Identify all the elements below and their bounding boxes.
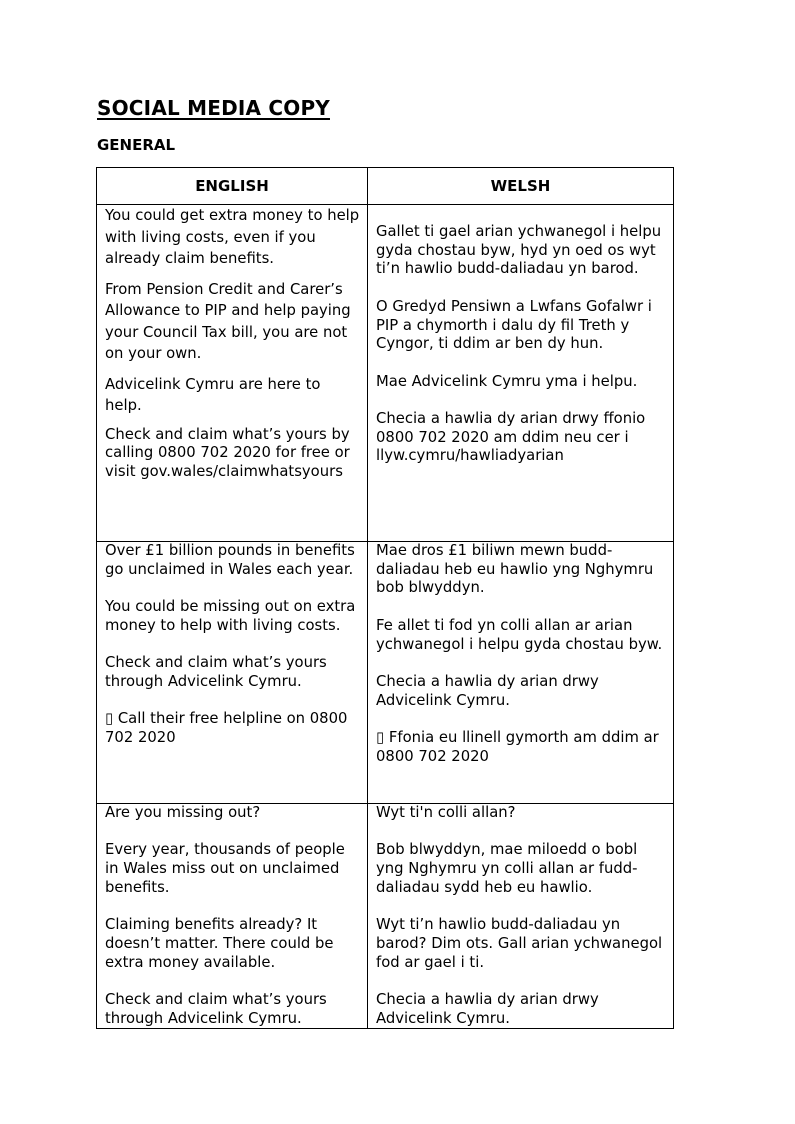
welsh-paragraph: ▯ Ffonia eu llinell gymorth am ddim ar 0800 702 2020 [376, 728, 664, 765]
welsh-paragraph: Wyt ti'n colli allan? [376, 804, 516, 821]
welsh-paragraph: Wyt ti’n hawlio budd-daliadau yn barod? Dim ots. Gall arian ychwanegol fod ar gael i ti. [376, 916, 667, 971]
english-cell [97, 804, 368, 1029]
welsh-paragraph: Mae dros £1 biliwn mewn budd-daliadau heb eu hawlio yng Nghymru bob blwyddyn. [376, 542, 659, 597]
english-paragraph: Advicelink Cymru are here to help. [105, 375, 326, 414]
copy-table [96, 167, 674, 1029]
english-cell [97, 542, 368, 804]
english-paragraph: Check and claim what’s yours through Advicelink Cymru. [105, 990, 332, 1027]
table-row [97, 205, 674, 542]
welsh-paragraph: Gallet ti gael arian ychwanegol i helpu gyda chostau byw, hyd yn oed os wyt ti’n hawlio budd-daliadau yn barod. [376, 223, 666, 278]
english-paragraph: Are you missing out? [105, 804, 261, 821]
welsh-paragraph: Mae Advicelink Cymru yma i helpu. [376, 372, 638, 390]
welsh-cell [368, 205, 674, 542]
header-welsh: WELSH [368, 168, 674, 205]
welsh-paragraph: Checia a hawlia dy arian drwy Advicelink Cymru. [376, 672, 604, 709]
english-paragraph: Check and claim what’s yours by calling 0800 702 2020 for free or visit gov.wales/claimwhatsyours [105, 425, 355, 480]
welsh-paragraph: Bob blwyddyn, mae miloedd o bobl yng Nghymru yn colli allan ar fudd-daliadau sydd heb eu hawlio. [376, 841, 642, 896]
page-title: SOCIAL MEDIA COPY [97, 96, 330, 120]
welsh-cell [368, 804, 674, 1029]
english-paragraph: Claiming benefits already? It doesn’t matter. There could be extra money available. [105, 916, 339, 971]
english-paragraph: From Pension Credit and Carer’s Allowance to PIP and help paying your Council Tax bill, you are not on your own. [105, 280, 356, 362]
welsh-paragraph: Checia a hawlia dy arian drwy Advicelink Cymru. [376, 990, 604, 1027]
table-header-row [97, 168, 674, 205]
section-heading: GENERAL [97, 136, 176, 154]
english-paragraph: Over £1 billion pounds in benefits go unclaimed in Wales each year. [105, 542, 360, 578]
english-paragraph: You could get extra money to help with living costs, even if you already claim benefits. [105, 207, 364, 267]
english-paragraph: Every year, thousands of people in Wales miss out on unclaimed benefits. [105, 841, 350, 896]
english-paragraph: You could be missing out on extra money to help with living costs. [105, 598, 361, 634]
welsh-paragraph: Fe allet ti fod yn colli allan ar arian ychwanegol i helpu gyda chostau byw. [376, 616, 663, 653]
english-paragraph: Check and claim what’s yours through Advicelink Cymru. [105, 654, 332, 690]
welsh-cell [368, 542, 674, 804]
table-row [97, 804, 674, 1029]
english-cell [97, 205, 368, 542]
table-row [97, 542, 674, 804]
english-paragraph: ▯ Call their free helpline on 0800 702 2020 [105, 710, 353, 746]
header-english: ENGLISH [97, 168, 368, 205]
welsh-paragraph: Checia a hawlia dy arian drwy ffonio 0800 702 2020 am ddim neu cer i llyw.cymru/hawliadyarian [376, 409, 650, 465]
welsh-paragraph: O Gredyd Pensiwn a Lwfans Gofalwr i PIP a chymorth i dalu dy fil Treth y Cyngor, ti ddim ar ben dy hun. [376, 297, 657, 353]
